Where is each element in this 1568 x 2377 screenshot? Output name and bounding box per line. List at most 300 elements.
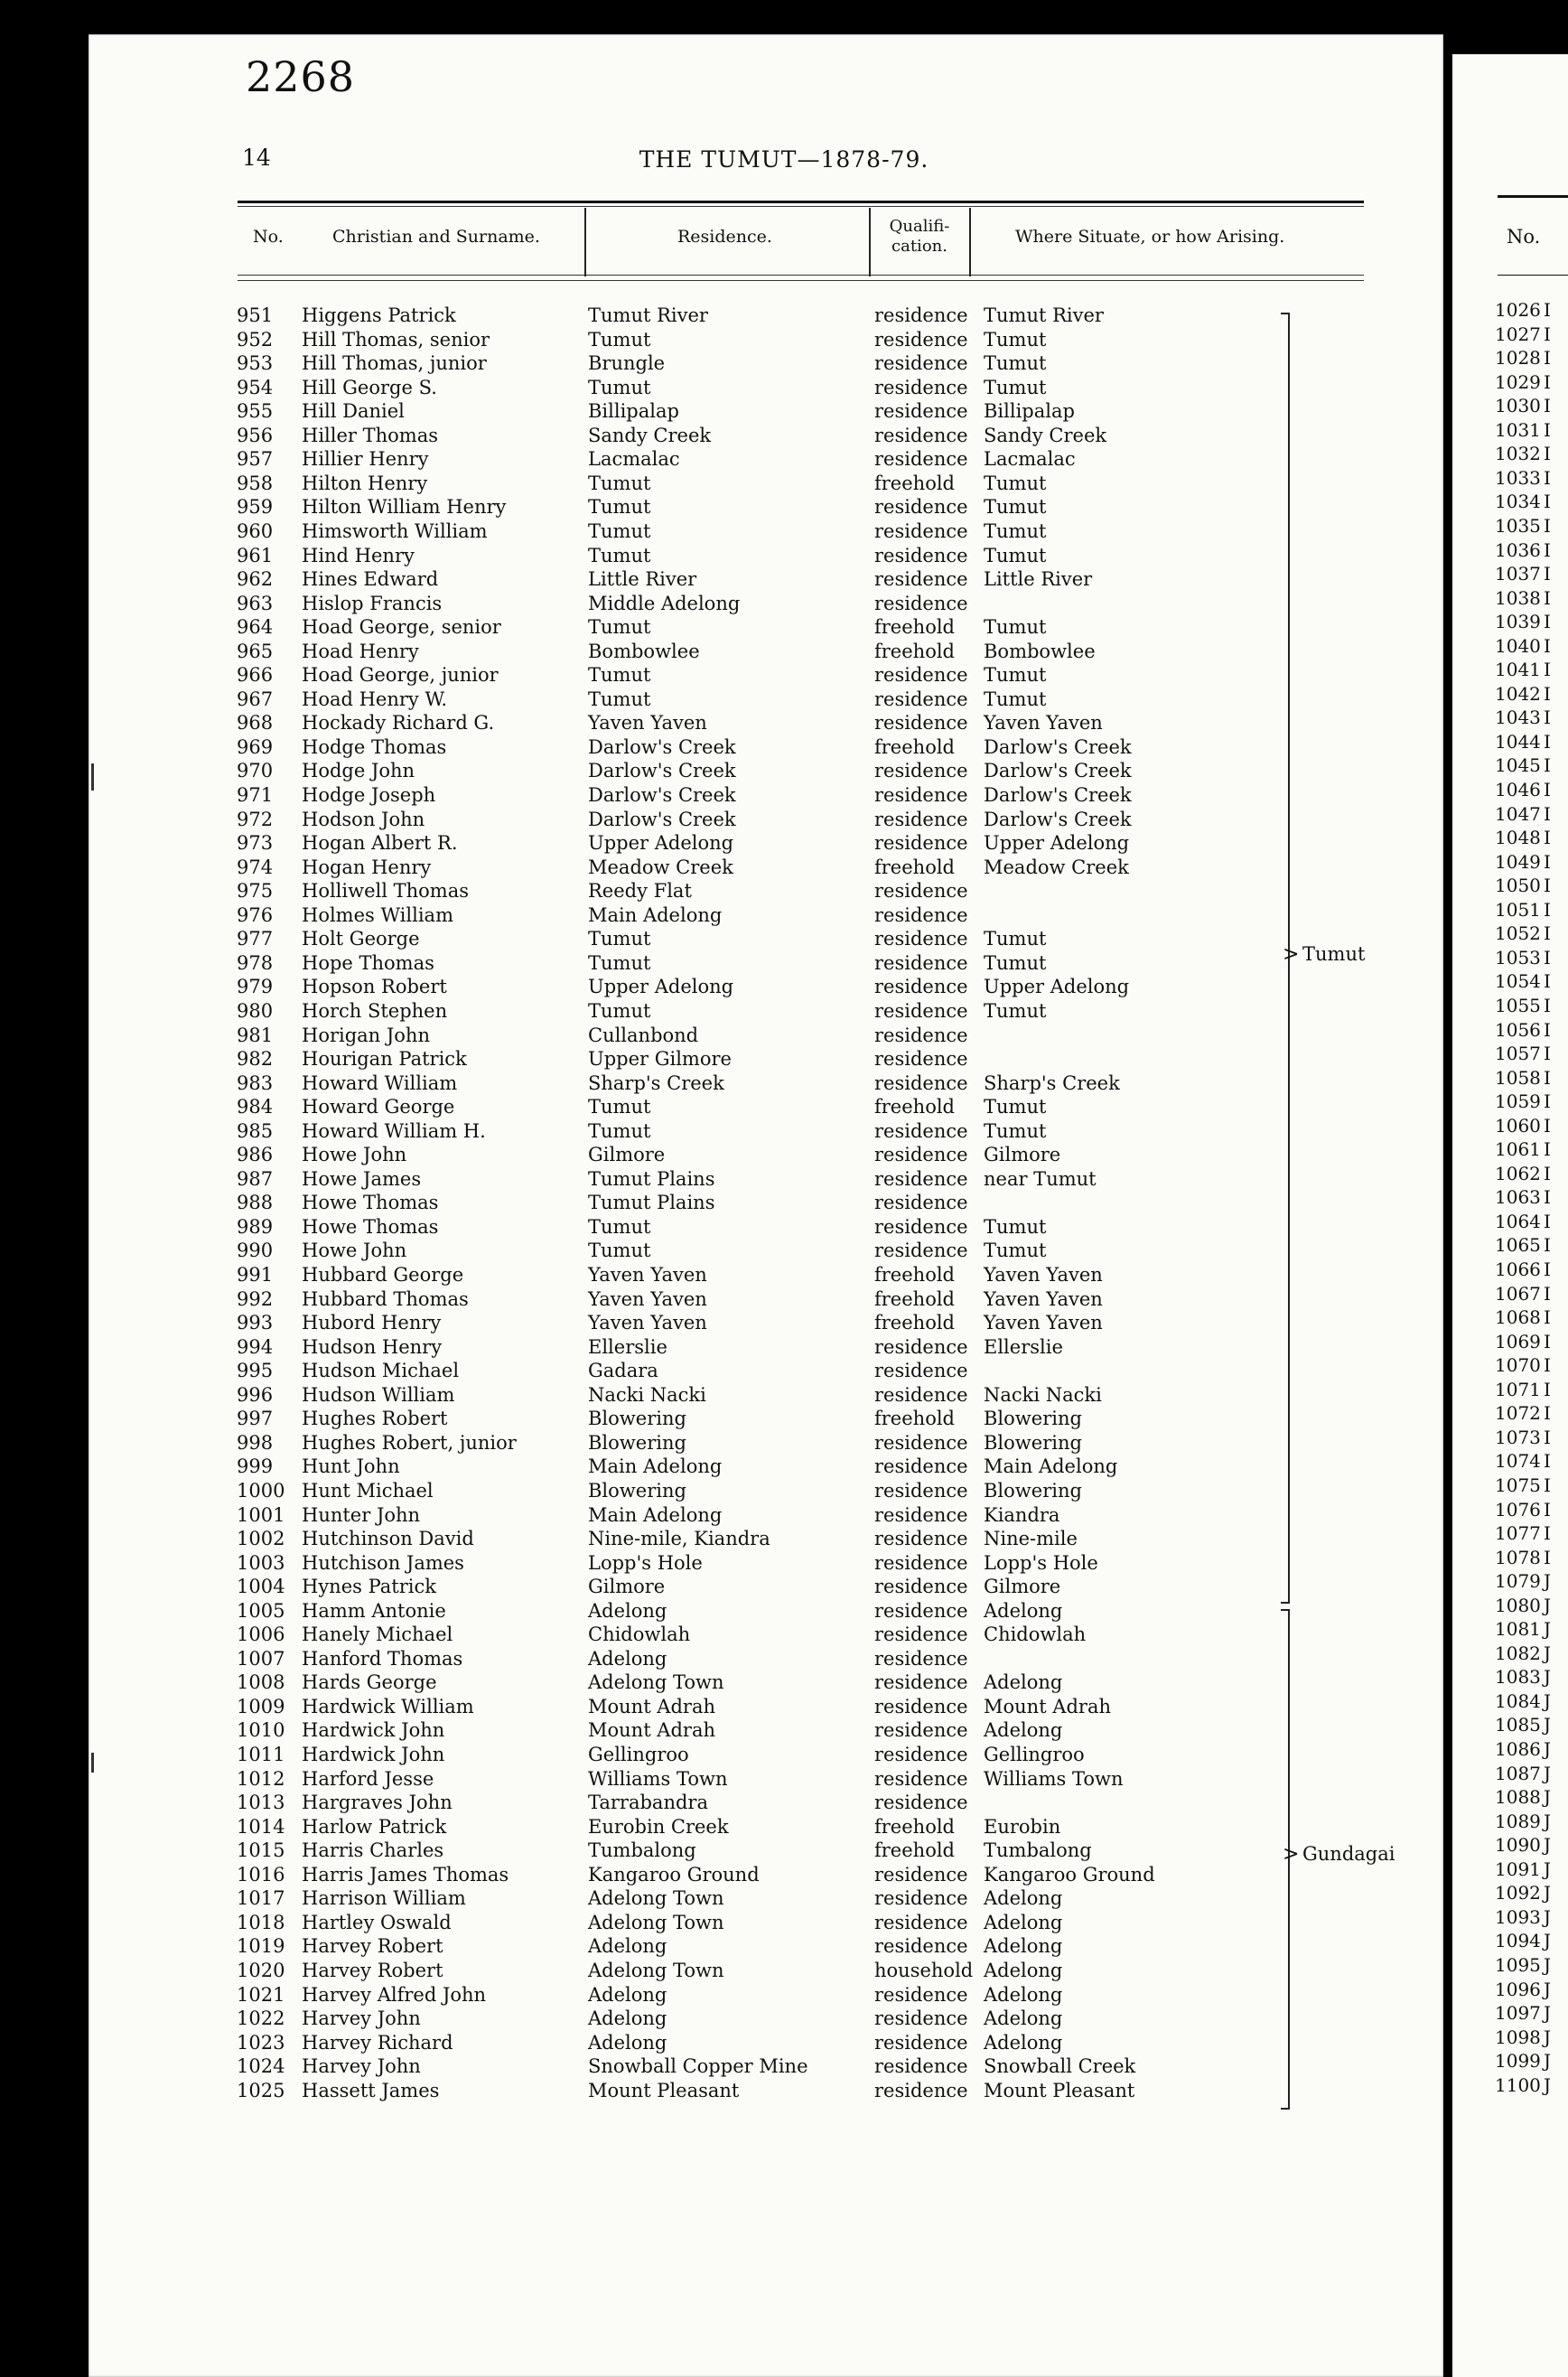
- right-row-number: 1073: [1495, 1426, 1541, 1448]
- where-situate: Tumbalong: [984, 1839, 1092, 1862]
- row-number: 966: [237, 664, 274, 687]
- elector-name: Harris Charles: [302, 1839, 444, 1862]
- qualification: residence: [874, 1599, 968, 1622]
- right-row-initial: I: [1544, 730, 1551, 753]
- right-row-initial: J: [1544, 1930, 1552, 1952]
- elector-name: Hutchinson David: [302, 1528, 474, 1550]
- row-number: 954: [237, 376, 274, 398]
- qualification: residence: [874, 832, 968, 855]
- residence: Brungle: [588, 352, 666, 375]
- stamp-number: 2268: [246, 52, 356, 101]
- elector-name: Hind Henry: [302, 544, 415, 566]
- right-page-row: [1495, 1546, 1558, 1570]
- row-number: 1016: [237, 1863, 285, 1886]
- right-page-row: [1495, 418, 1558, 443]
- row-number: 959: [237, 496, 274, 519]
- residence: Mount Adrah: [588, 1719, 716, 1742]
- right-page-row: [1495, 1042, 1558, 1066]
- elector-name: Hodge Thomas: [302, 735, 447, 758]
- qualification: residence: [874, 1983, 968, 2006]
- row-number: 1002: [237, 1528, 285, 1550]
- right-row-initial: I: [1544, 1114, 1551, 1137]
- where-situate: Adelong: [984, 1911, 1063, 1933]
- right-row-initial: I: [1544, 586, 1551, 609]
- residence: Tumut: [588, 688, 651, 710]
- right-page-row: [1495, 1737, 1558, 1762]
- where-situate: Adelong: [984, 1599, 1063, 1622]
- residence: Gadara: [588, 1360, 658, 1382]
- qualification: residence: [874, 760, 968, 782]
- right-page-row: [1495, 634, 1558, 659]
- right-row-number: 1055: [1495, 994, 1541, 1016]
- qualification: residence: [874, 1911, 968, 1933]
- row-number: 1024: [237, 2055, 285, 2078]
- qualification: residence: [874, 1647, 968, 1670]
- elector-name: Higgens Patrick: [302, 304, 456, 326]
- where-situate: Bombowlee: [984, 640, 1096, 662]
- right-page-row: [1495, 466, 1558, 491]
- right-row-number: 1038: [1495, 586, 1541, 609]
- where-situate: Adelong: [984, 1671, 1063, 1694]
- right-row-initial: J: [1544, 1786, 1552, 1809]
- where-situate: Adelong: [984, 1935, 1063, 1958]
- residence: Adelong Town: [588, 1959, 724, 1981]
- residence: Sandy Creek: [588, 424, 712, 446]
- right-row-initial: J: [1544, 1882, 1552, 1904]
- right-row-number: 1048: [1495, 827, 1541, 849]
- right-row-number: 1092: [1495, 1882, 1541, 1904]
- right-page-row: [1495, 802, 1558, 827]
- elector-name: Harvey Robert: [302, 1935, 443, 1958]
- right-page-row: [1495, 946, 1558, 970]
- qualification: residence: [874, 519, 968, 542]
- where-situate: Tumut: [984, 496, 1047, 519]
- where-situate: Tumut: [984, 928, 1047, 950]
- where-situate: Darlow's Creek: [984, 784, 1132, 806]
- right-row-initial: I: [1544, 491, 1551, 513]
- qualification: residence: [874, 352, 968, 375]
- elector-name: Hards George: [302, 1671, 437, 1694]
- elector-name: Holt George: [302, 928, 420, 950]
- right-row-number: 1074: [1495, 1450, 1541, 1473]
- right-row-initial: I: [1544, 1090, 1551, 1113]
- right-row-number: 1083: [1495, 1666, 1541, 1689]
- where-situate: Tumut: [984, 688, 1047, 710]
- right-row-initial: I: [1544, 827, 1551, 849]
- residence: Main Adelong: [588, 1503, 723, 1526]
- right-row-initial: I: [1544, 418, 1551, 441]
- right-row-initial: I: [1544, 563, 1551, 585]
- elector-name: Hudson Michael: [302, 1360, 460, 1382]
- row-number: 995: [237, 1360, 274, 1382]
- elector-name: Horigan John: [302, 1024, 430, 1046]
- right-page-row: [1495, 538, 1558, 563]
- where-situate: Sandy Creek: [984, 424, 1107, 446]
- right-row-initial: J: [1544, 2026, 1552, 2048]
- right-page-row: [1495, 730, 1558, 754]
- where-situate: Yaven Yaven: [984, 1264, 1103, 1286]
- right-row-number: 1045: [1495, 754, 1541, 777]
- elector-name: Hockady Richard G.: [302, 712, 495, 735]
- elector-name: Howe John: [302, 1144, 407, 1166]
- right-row-number: 1034: [1495, 491, 1541, 513]
- right-row-number: 1060: [1495, 1114, 1541, 1137]
- residence: Adelong Town: [588, 1911, 724, 1933]
- column-divider: [869, 208, 871, 276]
- elector-name: Hughes Robert: [302, 1408, 448, 1430]
- where-situate: Upper Adelong: [984, 976, 1130, 998]
- right-row-number: 1082: [1495, 1642, 1541, 1664]
- qualification: residence: [874, 1935, 968, 1958]
- elector-name: Hamm Antonie: [302, 1599, 446, 1622]
- qualification: residence: [874, 1360, 968, 1382]
- right-row-number: 1091: [1495, 1858, 1541, 1880]
- where-situate: Tumut: [984, 352, 1047, 375]
- elector-name: Hutchison James: [302, 1551, 464, 1574]
- residence: Lopp's Hole: [588, 1551, 703, 1574]
- right-page-row: [1495, 753, 1558, 778]
- qualification: household: [874, 1959, 974, 1981]
- residence: Tumut: [588, 496, 651, 519]
- right-row-number: 1061: [1495, 1138, 1541, 1161]
- where-situate: Darlow's Creek: [984, 760, 1132, 782]
- qualification: residence: [874, 712, 968, 735]
- right-row-number: 1051: [1495, 898, 1541, 921]
- qualification: residence: [874, 1792, 968, 1814]
- row-number: 991: [237, 1264, 274, 1286]
- qualification: residence: [874, 1215, 968, 1238]
- where-situate: Adelong: [984, 2007, 1063, 2030]
- right-row-number: 1066: [1495, 1259, 1541, 1280]
- right-row-initial: J: [1544, 1978, 1552, 2000]
- residence: Gilmore: [588, 1576, 666, 1598]
- row-number: 952: [237, 328, 274, 351]
- residence: Billipalap: [588, 400, 679, 423]
- row-number: 1008: [237, 1671, 285, 1694]
- right-page-row: [1495, 1282, 1558, 1306]
- row-number: 996: [237, 1383, 274, 1406]
- row-number: 982: [237, 1048, 274, 1071]
- header-bottom-rule-2: [238, 280, 1364, 281]
- residence: Tarrabandra: [588, 1792, 708, 1814]
- right-page-row: [1495, 1521, 1558, 1546]
- residence: Tumut: [588, 544, 651, 566]
- right-page-row: [1495, 394, 1558, 418]
- row-number: 971: [237, 784, 274, 806]
- where-situate: Ellerslie: [984, 1335, 1063, 1358]
- elector-name: Himsworth William: [302, 519, 488, 542]
- where-situate: Yaven Yaven: [984, 1312, 1103, 1334]
- header-bottom-rule: [238, 275, 1364, 276]
- row-number: 972: [237, 808, 274, 830]
- row-number: 999: [237, 1455, 274, 1478]
- residence: Gellingroo: [588, 1744, 689, 1765]
- right-page-row: [1495, 323, 1558, 347]
- row-number: 964: [237, 616, 274, 639]
- right-row-initial: I: [1544, 1234, 1551, 1257]
- where-situate: Gilmore: [984, 1144, 1061, 1166]
- right-row-number: 1039: [1495, 611, 1541, 633]
- row-number: 957: [237, 448, 274, 471]
- where-situate: Adelong: [984, 2031, 1063, 2054]
- right-row-initial: I: [1544, 466, 1551, 489]
- right-row-number: 1093: [1495, 1905, 1541, 1928]
- right-page-row: [1495, 1162, 1558, 1186]
- right-page-row: [1495, 2001, 1558, 2026]
- row-number: 985: [237, 1119, 274, 1142]
- residence: Tumut: [588, 616, 651, 639]
- right-page-row: [1495, 562, 1558, 586]
- residence: Adelong: [588, 1983, 667, 2006]
- right-row-initial: J: [1544, 1858, 1552, 1880]
- where-situate: Williams Town: [984, 1767, 1124, 1790]
- qualification: freehold: [874, 1264, 955, 1286]
- residence: Gilmore: [588, 1144, 666, 1166]
- row-number: 1025: [237, 2079, 285, 2101]
- elector-name: Hogan Albert R.: [302, 832, 458, 855]
- residence: Blowering: [588, 1479, 686, 1502]
- where-situate: Adelong: [984, 1719, 1063, 1742]
- residence: Tumut Plains: [588, 1167, 715, 1190]
- right-page-row: [1495, 826, 1558, 850]
- qualification: residence: [874, 1024, 968, 1046]
- elector-name: Holliwell Thomas: [302, 880, 470, 903]
- elector-name: Hill Thomas, junior: [302, 352, 487, 375]
- where-situate: Blowering: [984, 1479, 1082, 1502]
- brace-tip: >: [1283, 943, 1300, 966]
- residence: Darlow's Creek: [588, 760, 736, 782]
- residence: Upper Adelong: [588, 832, 734, 855]
- right-row-number: 1080: [1495, 1594, 1541, 1616]
- right-row-number: 1076: [1495, 1498, 1541, 1521]
- right-row-initial: I: [1544, 395, 1551, 417]
- where-situate: Tumut: [984, 1215, 1047, 1238]
- elector-name: Hourigan Patrick: [302, 1048, 467, 1071]
- elector-name: Hanely Michael: [302, 1624, 453, 1646]
- where-situate: Billipalap: [984, 400, 1075, 423]
- qualification: residence: [874, 2007, 968, 2030]
- row-number: 1011: [237, 1744, 285, 1765]
- right-page-row: [1495, 1114, 1558, 1138]
- residence: Tumut: [588, 1096, 651, 1118]
- qualification: residence: [874, 1383, 968, 1406]
- residence: Main Adelong: [588, 903, 723, 926]
- right-row-number: 1029: [1495, 370, 1541, 393]
- right-row-initial: I: [1544, 347, 1551, 370]
- right-page-row: [1495, 610, 1558, 634]
- residence: Adelong: [588, 2031, 667, 2054]
- right-row-number: 1044: [1495, 730, 1541, 753]
- right-row-number: 1059: [1495, 1090, 1541, 1113]
- right-row-number: 1041: [1495, 659, 1541, 681]
- elector-name: Howard William: [302, 1072, 458, 1094]
- right-row-number: 1067: [1495, 1282, 1541, 1305]
- elector-name: Hassett James: [302, 2079, 440, 2101]
- row-number: 998: [237, 1431, 274, 1454]
- elector-name: Hartley Oswald: [302, 1911, 452, 1933]
- qualification: freehold: [874, 472, 955, 494]
- qualification: residence: [874, 304, 968, 326]
- elector-name: Hunter John: [302, 1503, 421, 1526]
- right-row-number: 1047: [1495, 802, 1541, 825]
- qualification: residence: [874, 976, 968, 998]
- header-top-rule-thin: [238, 206, 1364, 207]
- where-situate: Adelong: [984, 1887, 1063, 1910]
- elector-name: Hill Daniel: [302, 400, 405, 423]
- row-number: 993: [237, 1312, 274, 1334]
- row-number: 1010: [237, 1719, 285, 1742]
- elector-name: Hodge Joseph: [302, 784, 436, 806]
- right-page-row: [1495, 1137, 1558, 1162]
- qualification: residence: [874, 1335, 968, 1358]
- right-page-row: [1495, 1978, 1558, 2002]
- residence: Tumut: [588, 472, 651, 494]
- document-page: [89, 34, 1443, 2377]
- elector-name: Hines Edward: [302, 568, 439, 591]
- right-row-number: 1043: [1495, 707, 1541, 729]
- qualification: residence: [874, 1431, 968, 1454]
- where-situate: Darlow's Creek: [984, 808, 1132, 830]
- row-number: 1001: [237, 1503, 285, 1526]
- right-row-number: 1069: [1495, 1330, 1541, 1352]
- right-row-number: 1057: [1495, 1043, 1541, 1065]
- row-number: 989: [237, 1215, 274, 1238]
- right-row-number: 1049: [1495, 850, 1541, 873]
- qualification: residence: [874, 1144, 968, 1166]
- right-row-initial: J: [1544, 2002, 1552, 2025]
- elector-name: Hopson Robert: [302, 976, 447, 998]
- right-row-initial: J: [1544, 2073, 1552, 2096]
- residence: Tumut: [588, 951, 651, 974]
- right-row-number: 1053: [1495, 946, 1541, 969]
- right-row-number: 1052: [1495, 922, 1541, 945]
- qualification: residence: [874, 903, 968, 926]
- right-page-row: [1495, 1401, 1558, 1426]
- elector-name: Howard George: [302, 1096, 455, 1118]
- row-number: 965: [237, 640, 274, 662]
- where-situate: Kiandra: [984, 1503, 1060, 1526]
- residence: Adelong Town: [588, 1887, 724, 1910]
- elector-name: Harvey Richard: [302, 2031, 453, 2054]
- right-row-initial: I: [1544, 779, 1551, 800]
- residence: Tumut: [588, 999, 651, 1022]
- right-row-initial: I: [1544, 922, 1551, 945]
- right-row-initial: I: [1544, 1474, 1551, 1496]
- where-situate: Nacki Nacki: [984, 1383, 1102, 1406]
- right-page-row: [1495, 2049, 1558, 2073]
- right-row-number: 1087: [1495, 1762, 1541, 1784]
- where-situate: Little River: [984, 568, 1093, 591]
- qualification: residence: [874, 1863, 968, 1886]
- right-row-initial: I: [1544, 1378, 1551, 1400]
- residence: Yaven Yaven: [588, 1287, 707, 1310]
- right-row-initial: I: [1544, 1043, 1551, 1065]
- residence: Tumut: [588, 928, 651, 950]
- elector-name: Hill George S.: [302, 376, 437, 398]
- right-row-number: 1095: [1495, 1953, 1541, 1976]
- residence: Tumut: [588, 519, 651, 542]
- qualification: freehold: [874, 735, 955, 758]
- elector-name: Hardwick William: [302, 1695, 474, 1717]
- right-page-row: [1495, 514, 1558, 538]
- row-number: 968: [237, 712, 274, 735]
- qualification: residence: [874, 1528, 968, 1550]
- qualification: residence: [874, 1240, 968, 1262]
- elector-name: Hoad Henry W.: [302, 688, 448, 710]
- qualification: residence: [874, 592, 968, 614]
- right-page-row: [1495, 1330, 1558, 1354]
- right-row-initial: I: [1544, 659, 1551, 681]
- qualification: residence: [874, 688, 968, 710]
- qualification: freehold: [874, 640, 955, 662]
- right-page-row: [1495, 2073, 1558, 2098]
- right-page-row: [1495, 1929, 1558, 1953]
- elector-name: Howe Thomas: [302, 1215, 439, 1238]
- row-number: 969: [237, 735, 274, 758]
- residence: Little River: [588, 568, 697, 591]
- qualification: residence: [874, 568, 968, 591]
- right-row-number: 1036: [1495, 538, 1541, 561]
- row-number: 986: [237, 1144, 274, 1166]
- qualification: residence: [874, 1072, 968, 1094]
- row-number: 1014: [237, 1815, 285, 1838]
- right-row-initial: J: [1544, 1834, 1552, 1857]
- qualification: residence: [874, 1719, 968, 1742]
- where-situate: Main Adelong: [984, 1455, 1118, 1478]
- right-row-initial: I: [1544, 1259, 1551, 1280]
- residence: Adelong: [588, 1599, 667, 1622]
- residence: Upper Gilmore: [588, 1048, 732, 1071]
- right-row-number: 1026: [1495, 299, 1541, 321]
- right-page-row: [1495, 442, 1558, 466]
- right-row-number: 1062: [1495, 1162, 1541, 1184]
- qualification: residence: [874, 1048, 968, 1071]
- qualification: residence: [874, 1455, 968, 1478]
- residence: Tumut: [588, 664, 651, 687]
- qualification: freehold: [874, 1287, 955, 1310]
- right-page-row: [1495, 1833, 1558, 1858]
- where-situate: Tumut: [984, 328, 1047, 351]
- right-row-number: 1046: [1495, 779, 1541, 800]
- where-situate: Adelong: [984, 1983, 1063, 2006]
- residence: Mount Pleasant: [588, 2079, 740, 2101]
- right-page-row: [1495, 682, 1558, 707]
- right-page-row: [1495, 1762, 1558, 1786]
- right-row-initial: I: [1544, 1186, 1551, 1209]
- right-row-initial: I: [1544, 611, 1551, 633]
- residence: Kangaroo Ground: [588, 1863, 760, 1886]
- qualification: residence: [874, 999, 968, 1022]
- right-page-row: [1495, 1305, 1558, 1330]
- row-number: 1007: [237, 1647, 285, 1670]
- elector-name: Harford Jesse: [302, 1767, 434, 1790]
- right-row-number: 1063: [1495, 1186, 1541, 1209]
- residence: Lacmalac: [588, 448, 680, 471]
- residence: Cullanbond: [588, 1024, 699, 1046]
- right-row-initial: I: [1544, 299, 1551, 321]
- row-number: 1018: [237, 1911, 285, 1933]
- right-row-number: 1071: [1495, 1378, 1541, 1400]
- qualification: residence: [874, 784, 968, 806]
- row-number: 983: [237, 1072, 274, 1094]
- right-row-initial: I: [1544, 707, 1551, 729]
- row-number: 1015: [237, 1839, 285, 1862]
- row-number: 967: [237, 688, 274, 710]
- right-row-initial: I: [1544, 1498, 1551, 1521]
- row-number: 958: [237, 472, 274, 494]
- where-situate: Tumut: [984, 616, 1047, 639]
- elector-name: Howe John: [302, 1240, 407, 1262]
